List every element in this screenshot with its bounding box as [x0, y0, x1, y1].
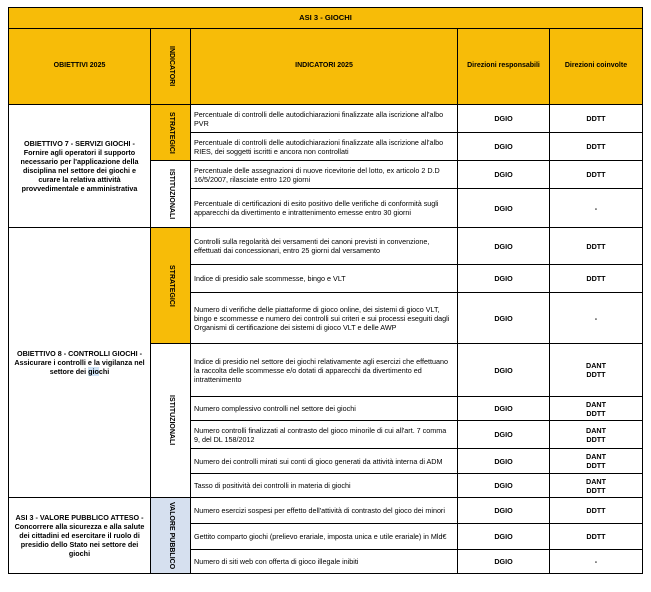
header-indicatori-vertical-label: INDICATORI	[167, 46, 175, 87]
objective-7: OBIETTIVO 7 - SERVIZI GIOCHI - Fornire agli operatori il supporto necessario per l'applicazione della disciplina nel settore dei giochi e curare la relativa attività provvedimentale e amministrativa	[9, 105, 151, 228]
responsabili-cell: DGIO	[458, 161, 550, 189]
responsabili-cell: DGIO	[458, 449, 550, 474]
indicator-cell: Numero controlli finalizzati al contrasto del gioco minorile di cui all'art. 7 comma 9, del DL 158/2012	[191, 421, 458, 449]
responsabili-cell: DGIO	[458, 498, 550, 524]
coinvolte-cell: DDTT	[550, 133, 643, 161]
responsabili-cell: DGIO	[458, 550, 550, 574]
coinvolte-cell: DANT DDTT	[550, 474, 643, 498]
header-responsabili: Direzioni responsabili	[458, 29, 550, 105]
indicator-cell: Numero esercizi sospesi per effetto dell'attività di contrasto del gioco dei minori	[191, 498, 458, 524]
group-valore-pubblico-label: VALORE PUBBLICO	[167, 501, 175, 570]
coinvolte-cell: DANT DDTT	[550, 421, 643, 449]
responsabili-cell: DGIO	[458, 265, 550, 293]
indicator-cell: Indice di presidio nel settore dei giochi relativamente agli esercizi che effettuano la raccolta delle scommesse e/o dotati di apparecchi da divertimento ed intrattenimento	[191, 344, 458, 397]
header-indicatori: INDICATORI 2025	[191, 29, 458, 105]
header-coinvolte: Direzioni coinvolte	[550, 29, 643, 105]
objective-valore-pubblico: ASI 3 - VALORE PUBBLICO ATTESO - Concorrere alla sicurezza e alla salute dei cittadini ed esercitare il ruolo di presidio dello Stato nei settore dei giochi	[9, 498, 151, 574]
indicator-cell: Percentuale di certificazioni di esito positivo delle verifiche di conformità sugli apparecchi da divertimento e intrattenimento emesse entro 30 giorni	[191, 189, 458, 228]
group-valore-pubblico	[151, 498, 191, 574]
coinvolte-cell: DDTT	[550, 161, 643, 189]
table-title: ASI 3 - GIOCHI	[9, 8, 643, 29]
objective-8-text-end: chi	[98, 367, 110, 376]
coinvolte-cell: DDTT	[550, 498, 643, 524]
table-row	[9, 498, 643, 524]
responsabili-cell: DGIO	[458, 228, 550, 265]
coinvolte-cell: DANT DDTT	[550, 449, 643, 474]
group-strategici-2	[151, 228, 191, 344]
indicator-cell: Percentuale di controlli delle autodichiarazioni finalizzate alla iscrizione all'albo PVR	[191, 105, 458, 133]
indicator-cell: Numero dei controlli mirati sui conti di gioco generati da attività interna di ADM	[191, 449, 458, 474]
group-strategici-1	[151, 105, 191, 161]
responsabili-cell: DGIO	[458, 524, 550, 550]
indicator-cell: Tasso di positività dei controlli in materia di giochi	[191, 474, 458, 498]
indicator-cell: Percentuale delle assegnazioni di nuove ricevitorie del lotto, ex articolo 2 D.D 16/5/2007, rilasciate entro 120 giorni	[191, 161, 458, 189]
indicator-cell: Percentuale di controlli delle autodichiarazioni finalizzate alla iscrizione all'albo RIES, dei soggetti iscritti e ancora non controllati	[191, 133, 458, 161]
coinvolte-cell: -	[550, 189, 643, 228]
responsabili-cell: DGIO	[458, 133, 550, 161]
group-strategici-2-label: STRATEGICI	[167, 264, 175, 307]
group-istituzionali-2-label: ISTITUZIONALI	[167, 395, 175, 446]
indicator-cell: Numero di siti web con offerta di gioco illegale inibiti	[191, 550, 458, 574]
indicator-cell: Gettito comparto giochi (prelievo erariale, imposta unica e utile erariale) in Mld€	[191, 524, 458, 550]
coinvolte-cell: DDTT	[550, 228, 643, 265]
group-istituzionali-1-label: ISTITUZIONALI	[167, 168, 175, 220]
coinvolte-cell: DDTT	[550, 265, 643, 293]
group-istituzionali-1	[151, 161, 191, 228]
asi3-giochi-table	[8, 7, 643, 574]
table-row	[9, 105, 643, 133]
coinvolte-cell: -	[550, 550, 643, 574]
responsabili-cell: DGIO	[458, 293, 550, 344]
objective-8-text: OBIETTIVO 8 - CONTROLLI GIOCHI - Assicurare i controlli e la vigilanza nel settore dei	[14, 349, 145, 376]
coinvolte-cell: DDTT	[550, 524, 643, 550]
header-obiettivi: OBIETTIVI 2025	[9, 29, 151, 105]
indicator-cell: Indice di presidio sale scommesse, bingo e VLT	[191, 265, 458, 293]
responsabili-cell: DGIO	[458, 189, 550, 228]
group-strategici-1-label: STRATEGICI	[167, 111, 175, 154]
objective-8	[9, 228, 151, 498]
responsabili-cell: DGIO	[458, 105, 550, 133]
table-row	[9, 228, 643, 265]
header-indicatori-vertical	[151, 29, 191, 105]
indicator-cell: Numero complessivo controlli nel settore dei giochi	[191, 397, 458, 421]
responsabili-cell: DGIO	[458, 397, 550, 421]
indicator-cell: Numero di verifiche delle piattaforme di gioco online, dei sistemi di gioco VLT, bingo e scommesse e numero dei controlli sui criteri e sui processi eseguiti dagli Organismi di certificazione dei sistemi di gioco VLT e delle AWP	[191, 293, 458, 344]
coinvolte-cell: DANT DDTT	[550, 397, 643, 421]
responsabili-cell: DGIO	[458, 421, 550, 449]
responsabili-cell: DGIO	[458, 474, 550, 498]
coinvolte-cell: DDTT	[550, 105, 643, 133]
coinvolte-cell: -	[550, 293, 643, 344]
objective-8-highlight: gio	[88, 367, 99, 376]
responsabili-cell: DGIO	[458, 344, 550, 397]
group-istituzionali-2	[151, 344, 191, 498]
coinvolte-cell: DANT DDTT	[550, 344, 643, 397]
indicator-cell: Controlli sulla regolarità dei versamenti dei canoni previsti in convenzione, effettuati dai concessionari, entro 25 giorni dal versamento	[191, 228, 458, 265]
